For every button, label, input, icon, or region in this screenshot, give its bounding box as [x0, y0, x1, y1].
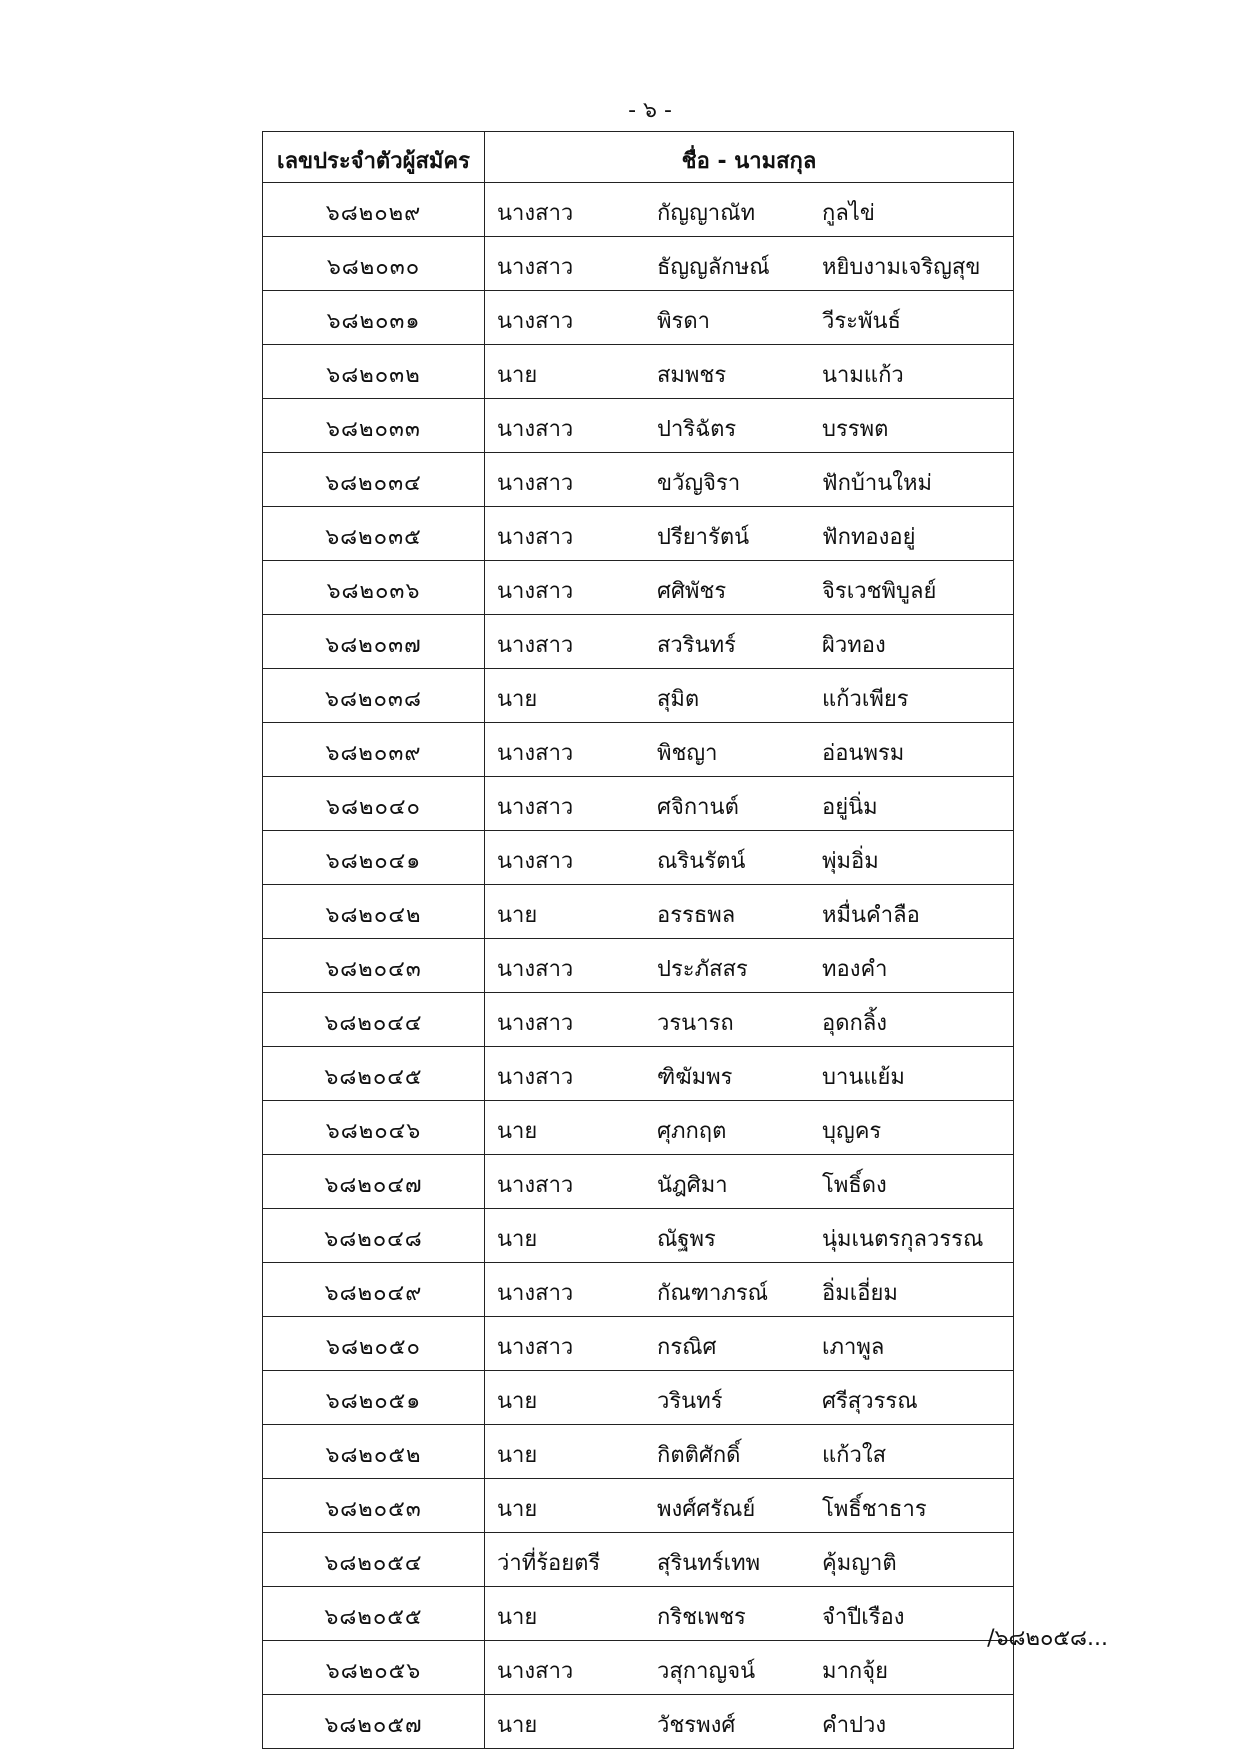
applicant-name-cell [485, 939, 1014, 993]
applicant-id: ๖๘๒๐๔๓ [263, 939, 485, 993]
name-title: นาย [497, 363, 538, 388]
table-row [263, 1695, 1014, 1749]
name-parts [485, 1221, 1013, 1256]
name-parts [485, 249, 1013, 284]
table-row [263, 1101, 1014, 1155]
applicant-name-cell [485, 1047, 1014, 1101]
table-row [263, 615, 1014, 669]
name-title: นาย [497, 1497, 538, 1522]
table-header-row [263, 132, 1014, 183]
name-title: นาย [497, 1227, 538, 1252]
name-parts [485, 1275, 1013, 1310]
name-title: นางสาว [497, 1335, 574, 1360]
name-title: นาย [497, 1713, 538, 1738]
name-title: นางสาว [497, 309, 574, 334]
name-title: นางสาว [497, 255, 574, 280]
first-name: สุมิต [657, 687, 700, 712]
applicant-id: ๖๘๒๐๔๗ [263, 1155, 485, 1209]
last-name: อิ่มเอี่ยม [822, 1281, 898, 1306]
table-row [263, 1209, 1014, 1263]
name-title: นางสาว [497, 849, 574, 874]
name-parts [485, 195, 1013, 230]
table-row [263, 939, 1014, 993]
last-name: นุ่มเนตรกุลวรรณ [822, 1227, 984, 1252]
name-parts [485, 465, 1013, 500]
first-name: ขวัญจิรา [657, 471, 741, 496]
table-row [263, 1425, 1014, 1479]
applicant-id: ๖๘๒๐๒๙ [263, 183, 485, 237]
last-name: พุ่มอิ่ม [822, 849, 879, 874]
first-name: ปาริฉัตร [657, 417, 737, 442]
name-parts [485, 303, 1013, 338]
applicant-id: ๖๘๒๐๓๓ [263, 399, 485, 453]
applicant-name-cell [485, 993, 1014, 1047]
name-title: นาย [497, 1443, 538, 1468]
name-parts [485, 1599, 1013, 1634]
applicant-id: ๖๘๒๐๔๘ [263, 1209, 485, 1263]
name-parts [485, 519, 1013, 554]
name-title: นางสาว [497, 633, 574, 658]
last-name: โพธิ์ชาธาร [822, 1497, 927, 1522]
applicant-id: ๖๘๒๐๕๑ [263, 1371, 485, 1425]
name-parts [485, 843, 1013, 878]
name-title: นาย [497, 687, 538, 712]
last-name: มากจุ้ย [822, 1659, 888, 1684]
applicant-name-cell [485, 1263, 1014, 1317]
applicant-name-cell [485, 1641, 1014, 1695]
applicant-id: ๖๘๒๐๔๑ [263, 831, 485, 885]
first-name: กรณิศ [657, 1335, 717, 1360]
first-name: ศจิกานต์ [657, 795, 739, 820]
last-name: คำปวง [822, 1713, 887, 1738]
first-name: ณัฐพร [657, 1227, 716, 1252]
applicant-id: ๖๘๒๐๓๐ [263, 237, 485, 291]
name-title: นางสาว [497, 1659, 574, 1684]
name-title: นางสาว [497, 957, 574, 982]
table-row [263, 1641, 1014, 1695]
table-row [263, 291, 1014, 345]
applicant-id: ๖๘๒๐๔๔ [263, 993, 485, 1047]
name-title: นางสาว [497, 525, 574, 550]
applicant-name-cell [485, 345, 1014, 399]
applicant-name-cell [485, 1695, 1014, 1749]
applicant-name-cell [485, 1425, 1014, 1479]
applicant-name-cell [485, 561, 1014, 615]
name-title: ว่าที่ร้อยตรี [497, 1551, 601, 1576]
name-parts [485, 1329, 1013, 1364]
table-row [263, 1155, 1014, 1209]
applicant-id: ๖๘๒๐๓๒ [263, 345, 485, 399]
name-parts [485, 1491, 1013, 1526]
name-title: นางสาว [497, 741, 574, 766]
last-name: อยู่นิ่ม [822, 795, 878, 820]
first-name: ธัญญลักษณ์ [657, 255, 770, 280]
applicant-id: ๖๘๒๐๔๖ [263, 1101, 485, 1155]
last-name: อุดกลิ้ง [822, 1011, 888, 1036]
applicant-id: ๖๘๒๐๓๘ [263, 669, 485, 723]
name-parts [485, 1707, 1013, 1742]
last-name: บุญคร [822, 1119, 882, 1144]
first-name: ศุภกฤต [657, 1119, 727, 1144]
name-title: นางสาว [497, 795, 574, 820]
last-name: วีระพันธ์ [822, 309, 901, 334]
name-title: นางสาว [497, 471, 574, 496]
first-name: พิรดา [657, 309, 710, 334]
applicant-id: ๖๘๒๐๕๒ [263, 1425, 485, 1479]
first-name: นัฎศิมา [657, 1173, 728, 1198]
name-parts [485, 573, 1013, 608]
applicant-id: ๖๘๒๐๔๒ [263, 885, 485, 939]
first-name: วรินทร์ [657, 1389, 723, 1414]
name-parts [485, 627, 1013, 662]
applicant-id: ๖๘๒๐๕๓ [263, 1479, 485, 1533]
name-parts [485, 1113, 1013, 1148]
name-title: นางสาว [497, 417, 574, 442]
table-row [263, 993, 1014, 1047]
applicant-name-cell [485, 1371, 1014, 1425]
applicant-id: ๖๘๒๐๕๔ [263, 1533, 485, 1587]
name-parts [485, 897, 1013, 932]
name-parts [485, 1167, 1013, 1202]
table-row [263, 1533, 1014, 1587]
table-row [263, 399, 1014, 453]
applicant-name-cell [485, 399, 1014, 453]
table-row [263, 183, 1014, 237]
applicant-name-cell [485, 1479, 1014, 1533]
name-title: นาย [497, 1389, 538, 1414]
table-row [263, 237, 1014, 291]
applicant-id: ๖๘๒๐๔๕ [263, 1047, 485, 1101]
last-name: แก้วเพียร [822, 687, 909, 712]
applicant-id: ๖๘๒๐๓๕ [263, 507, 485, 561]
first-name: พงศ์ศรัณย์ [657, 1497, 756, 1522]
name-title: นางสาว [497, 1011, 574, 1036]
applicant-name-cell [485, 831, 1014, 885]
applicant-id: ๖๘๒๐๕๐ [263, 1317, 485, 1371]
last-name: นามแก้ว [822, 363, 904, 388]
name-title: นาย [497, 903, 538, 928]
applicant-name-cell [485, 1317, 1014, 1371]
last-name: ผิวทอง [822, 633, 886, 658]
first-name: กิตติศักดิ์ [657, 1443, 741, 1468]
table-row [263, 831, 1014, 885]
first-name: ศศิพัชร [657, 579, 727, 604]
last-name: ฟักบ้านใหม่ [822, 471, 932, 496]
last-name: ฟักทองอยู่ [822, 525, 916, 550]
applicant-id: ๖๘๒๐๓๖ [263, 561, 485, 615]
name-parts [485, 681, 1013, 716]
first-name: ณรินรัตน์ [657, 849, 746, 874]
table-row [263, 1587, 1014, 1641]
last-name: เภาพูล [822, 1335, 885, 1360]
first-name: ปรียารัตน์ [657, 525, 750, 550]
applicant-name-cell [485, 1155, 1014, 1209]
applicant-name-cell [485, 183, 1014, 237]
table-body [263, 183, 1014, 1749]
last-name: โพธิ์ดง [822, 1173, 887, 1198]
first-name: สุรินทร์เทพ [657, 1551, 761, 1576]
continuation-marker: /๖๘๒๐๕๘... [987, 1626, 1108, 1651]
last-name: ศรีสุวรรณ [822, 1389, 918, 1414]
last-name: คุ้มญาติ [822, 1551, 897, 1576]
applicant-name-cell [485, 1587, 1014, 1641]
applicant-table-container [262, 131, 1014, 1749]
last-name: บรรพต [822, 417, 889, 442]
table-row [263, 1479, 1014, 1533]
name-parts [485, 1059, 1013, 1094]
name-parts [485, 951, 1013, 986]
applicant-id: ๖๘๒๐๔๐ [263, 777, 485, 831]
name-parts [485, 1545, 1013, 1580]
first-name: วัชรพงศ์ [657, 1713, 736, 1738]
applicant-id: ๖๘๒๐๕๗ [263, 1695, 485, 1749]
name-parts [485, 357, 1013, 392]
page-number: - ๖ - [628, 98, 672, 123]
name-title: นางสาว [497, 1281, 574, 1306]
table-row [263, 507, 1014, 561]
first-name: กริชเพชร [657, 1605, 746, 1630]
name-title: นาย [497, 1119, 538, 1144]
name-parts [485, 1437, 1013, 1472]
name-title: นาย [497, 1605, 538, 1630]
last-name: จำปีเรือง [822, 1605, 905, 1630]
applicant-id: ๖๘๒๐๕๖ [263, 1641, 485, 1695]
first-name: ประภัสสร [657, 957, 748, 982]
first-name: สมพชร [657, 363, 727, 388]
last-name: หยิบงามเจริญสุข [822, 255, 981, 280]
applicant-id: ๖๘๒๐๓๗ [263, 615, 485, 669]
applicant-name-cell [485, 453, 1014, 507]
last-name: จิรเวชพิบูลย์ [822, 579, 937, 604]
header-applicant-id: เลขประจำตัวผู้สมัคร [263, 132, 485, 183]
table-row [263, 723, 1014, 777]
applicant-name-cell [485, 237, 1014, 291]
first-name: วรนารถ [657, 1011, 734, 1036]
first-name: อรรธพล [657, 903, 736, 928]
applicant-name-cell [485, 291, 1014, 345]
name-parts [485, 1005, 1013, 1040]
last-name: แก้วใส [822, 1443, 887, 1468]
name-title: นางสาว [497, 1173, 574, 1198]
applicant-name-cell [485, 1209, 1014, 1263]
table-row [263, 885, 1014, 939]
first-name: กัญญาณัท [657, 201, 756, 226]
applicant-name-cell [485, 885, 1014, 939]
name-parts [485, 789, 1013, 824]
table-row [263, 1047, 1014, 1101]
name-parts [485, 1383, 1013, 1418]
applicant-id: ๖๘๒๐๕๕ [263, 1587, 485, 1641]
applicant-name-cell [485, 723, 1014, 777]
table-row [263, 561, 1014, 615]
last-name: หมื่นคำลือ [822, 903, 920, 928]
name-title: นางสาว [497, 1065, 574, 1090]
applicant-name-cell [485, 777, 1014, 831]
last-name: บานแย้ม [822, 1065, 905, 1090]
header-full-name: ชื่อ - นามสกุล [485, 132, 1014, 183]
first-name: พิชญา [657, 741, 718, 766]
last-name: อ่อนพรม [822, 741, 905, 766]
applicant-name-cell [485, 1533, 1014, 1587]
applicant-id: ๖๘๒๐๓๔ [263, 453, 485, 507]
first-name: ฑิฆัมพร [657, 1065, 733, 1090]
last-name: ทองคำ [822, 957, 888, 982]
applicant-id: ๖๘๒๐๓๙ [263, 723, 485, 777]
applicant-name-cell [485, 669, 1014, 723]
name-parts [485, 735, 1013, 770]
table-row [263, 345, 1014, 399]
name-title: นางสาว [497, 579, 574, 604]
first-name: วสุกาญจน์ [657, 1659, 756, 1684]
table-row [263, 1263, 1014, 1317]
table-row [263, 1371, 1014, 1425]
applicant-id: ๖๘๒๐๔๙ [263, 1263, 485, 1317]
table-row [263, 453, 1014, 507]
table-row [263, 1317, 1014, 1371]
applicant-name-cell [485, 615, 1014, 669]
table-row [263, 777, 1014, 831]
applicant-name-cell [485, 507, 1014, 561]
name-parts [485, 411, 1013, 446]
name-parts [485, 1653, 1013, 1688]
name-title: นางสาว [497, 201, 574, 226]
last-name: กูลไข่ [822, 201, 875, 226]
first-name: กัณฑาภรณ์ [657, 1281, 769, 1306]
applicant-name-cell [485, 1101, 1014, 1155]
applicant-table [262, 131, 1014, 1749]
first-name: สวรินทร์ [657, 633, 736, 658]
table-row [263, 669, 1014, 723]
applicant-id: ๖๘๒๐๓๑ [263, 291, 485, 345]
